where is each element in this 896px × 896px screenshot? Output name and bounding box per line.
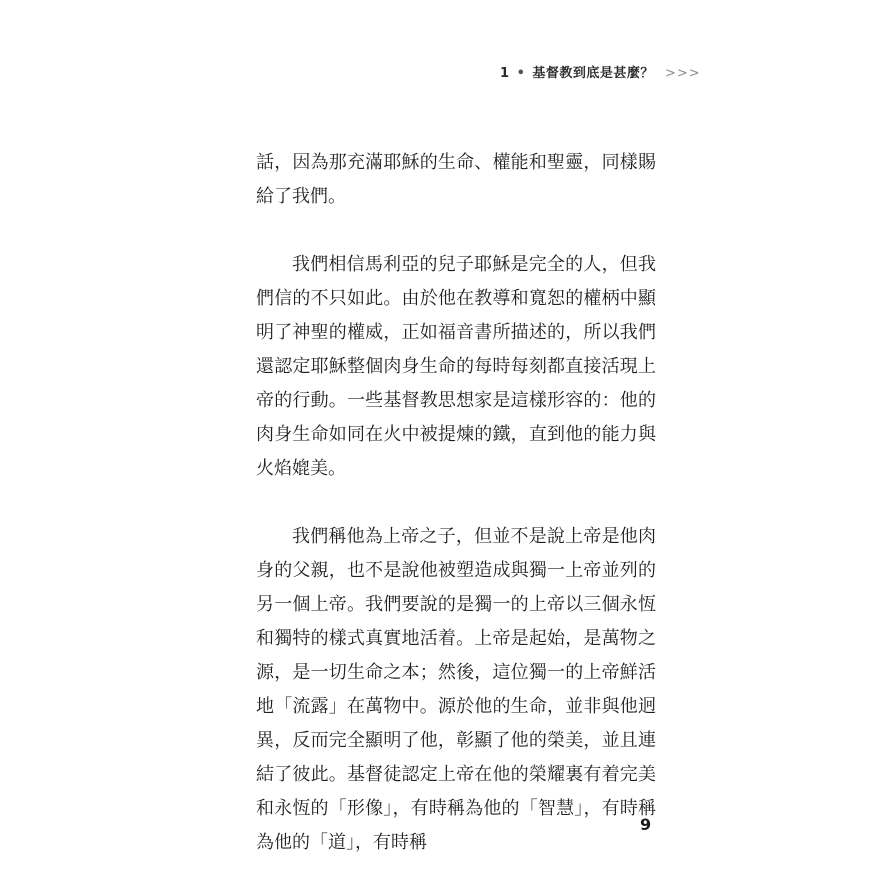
chapter-number: 1 <box>500 66 510 81</box>
page-number: 9 <box>640 815 652 834</box>
paragraph: 我們相信馬利亞的兒子耶穌是完全的人，但我們信的不只如此。由於他在教導和寬恕的權柄中顯明了神聖的權威，正如福音書所描述的，所以我們還認定耶穌整個肉身生命的每時每刻都直接活現上帝的行動。一些基督教思想家是這樣形容的：他的肉身生命如同在火中被提煉的鐵，直到他的能力與火焰媲美。 <box>256 254 656 479</box>
header-separator: • <box>516 66 526 81</box>
paragraph: 我們稱他為上帝之子，但並不是說上帝是他肉身的父親，也不是說他被塑造成與獨一上帝並列的另一個上帝。我們要說的是獨一的上帝以三個永恆和獨特的樣式真實地活着。上帝是起始，是萬物之源，是一切生命之本；然後，這位獨一的上帝鮮活地「流露」在萬物中。源於他的生命，並非與他迥異，反而完全顯明了他，彰顯了他的榮美，並且連結了彼此。基督徒認定上帝在他的榮耀裏有着完美和永恆的「形像」，有時稱為他的「智慧」，有時稱為他的「道」，有時稱 <box>256 526 656 853</box>
paragraph-continuation: 話，因為那充滿耶穌的生命、權能和聖靈，同樣賜給了我們。 <box>256 152 656 207</box>
running-header <box>500 62 720 81</box>
chevron-arrows-icon: >>> <box>664 66 701 81</box>
body-text <box>256 146 656 860</box>
chapter-title: 基督教到底是甚麼？ <box>532 66 654 81</box>
